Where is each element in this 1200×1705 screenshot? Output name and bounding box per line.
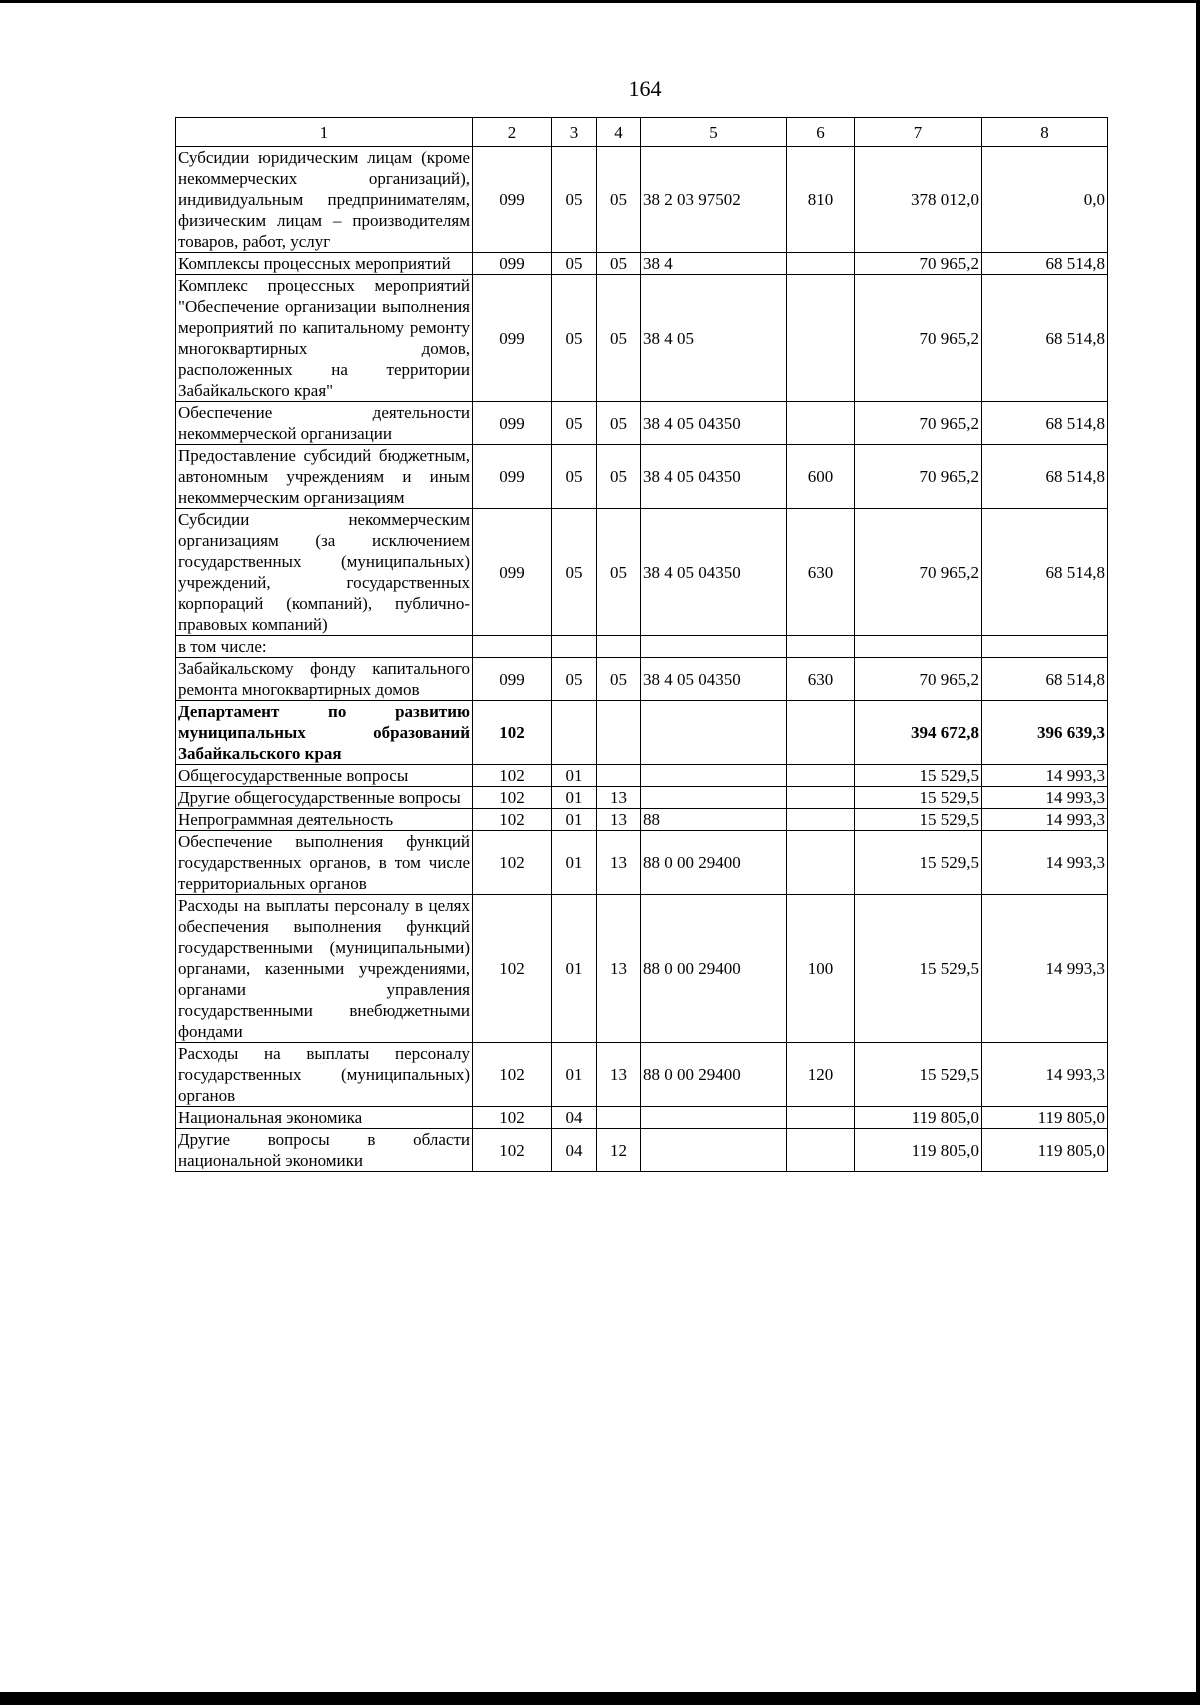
amount-col8-cell: 14 993,3 (982, 765, 1108, 787)
target-article-cell (641, 787, 787, 809)
table-row (176, 402, 1108, 445)
target-article-cell: 38 4 05 04350 (641, 658, 787, 701)
amount-col8-cell: 14 993,3 (982, 1043, 1108, 1107)
amount-col8-cell: 68 514,8 (982, 509, 1108, 636)
target-article-cell: 88 (641, 809, 787, 831)
target-article-cell: 38 4 05 (641, 275, 787, 402)
section-cell: 01 (552, 895, 597, 1043)
amount-col7-cell: 70 965,2 (855, 445, 982, 509)
row-name-cell: Субсидии некоммерческим организациям (за исключением государственных (муниципальных) учреждений, государственных корпораций (компаний), публично-правовых компаний) (176, 509, 473, 636)
ministry-code-cell: 102 (473, 831, 552, 895)
subsection-cell: 05 (597, 509, 641, 636)
expense-type-cell: 630 (787, 509, 855, 636)
section-cell: 05 (552, 509, 597, 636)
ministry-code-cell: 099 (473, 147, 552, 253)
row-name-cell: Обеспечение выполнения функций государственных органов, в том числе территориальных органов (176, 831, 473, 895)
ministry-code-cell: 102 (473, 1129, 552, 1172)
amount-col7-cell (855, 636, 982, 658)
amount-col7-cell: 119 805,0 (855, 1107, 982, 1129)
header-cell: 5 (641, 118, 787, 147)
row-name-cell: Комплексы процессных мероприятий (176, 253, 473, 275)
amount-col8-cell: 14 993,3 (982, 895, 1108, 1043)
header-cell: 6 (787, 118, 855, 147)
row-name-cell: Непрограммная деятельность (176, 809, 473, 831)
ministry-code-cell: 099 (473, 402, 552, 445)
row-name-cell: Комплекс процессных мероприятий "Обеспечение организации выполнения мероприятий по капитальному ремонту многоквартирных домов, расположенных на территории Забайкальского края" (176, 275, 473, 402)
page-number: 164 (628, 76, 662, 101)
subsection-cell: 13 (597, 1043, 641, 1107)
ministry-code-cell: 099 (473, 509, 552, 636)
table-row (176, 658, 1108, 701)
header-cell: 4 (597, 118, 641, 147)
target-article-cell (641, 636, 787, 658)
subsection-cell: 05 (597, 275, 641, 402)
subsection-cell: 05 (597, 402, 641, 445)
subsection-cell: 05 (597, 658, 641, 701)
section-cell: 01 (552, 831, 597, 895)
row-name-cell: Общегосударственные вопросы (176, 765, 473, 787)
target-article-cell: 88 0 00 29400 (641, 831, 787, 895)
section-cell: 05 (552, 445, 597, 509)
table-row (176, 1107, 1108, 1129)
ministry-code-cell (473, 636, 552, 658)
ministry-code-cell: 099 (473, 658, 552, 701)
budget-table (175, 117, 1108, 1172)
section-cell: 01 (552, 1043, 597, 1107)
expense-type-cell (787, 1129, 855, 1172)
target-article-cell: 38 4 05 04350 (641, 509, 787, 636)
row-name-cell: Департамент по развитию муниципальных образований Забайкальского края (176, 701, 473, 765)
section-cell: 05 (552, 658, 597, 701)
table-row (176, 1043, 1108, 1107)
table-row (176, 787, 1108, 809)
target-article-cell: 38 4 (641, 253, 787, 275)
expense-type-cell (787, 402, 855, 445)
subsection-cell: 13 (597, 809, 641, 831)
expense-type-cell (787, 275, 855, 402)
header-cell: 1 (176, 118, 473, 147)
row-name-cell: Национальная экономика (176, 1107, 473, 1129)
ministry-code-cell: 102 (473, 1043, 552, 1107)
header-cell: 7 (855, 118, 982, 147)
header-row (176, 118, 1108, 147)
table-row (176, 765, 1108, 787)
expense-type-cell (787, 831, 855, 895)
target-article-cell (641, 1107, 787, 1129)
table-row (176, 147, 1108, 253)
subsection-cell: 13 (597, 895, 641, 1043)
target-article-cell: 88 0 00 29400 (641, 1043, 787, 1107)
header-cell: 3 (552, 118, 597, 147)
expense-type-cell (787, 765, 855, 787)
amount-col7-cell: 15 529,5 (855, 831, 982, 895)
expense-type-cell: 600 (787, 445, 855, 509)
section-cell: 01 (552, 809, 597, 831)
ministry-code-cell: 099 (473, 275, 552, 402)
row-name-cell: Расходы на выплаты персоналу государственных (муниципальных) органов (176, 1043, 473, 1107)
section-cell: 05 (552, 253, 597, 275)
subsection-cell (597, 701, 641, 765)
table-row (176, 636, 1108, 658)
amount-col7-cell: 15 529,5 (855, 1043, 982, 1107)
expense-type-cell (787, 787, 855, 809)
target-article-cell: 38 4 05 04350 (641, 402, 787, 445)
expense-type-cell: 120 (787, 1043, 855, 1107)
row-name-cell: Обеспечение деятельности некоммерческой организации (176, 402, 473, 445)
amount-col8-cell: 14 993,3 (982, 787, 1108, 809)
subsection-cell: 13 (597, 787, 641, 809)
subsection-cell: 05 (597, 147, 641, 253)
ministry-code-cell: 099 (473, 445, 552, 509)
amount-col7-cell: 15 529,5 (855, 809, 982, 831)
subsection-cell: 13 (597, 831, 641, 895)
target-article-cell: 88 0 00 29400 (641, 895, 787, 1043)
section-cell: 01 (552, 765, 597, 787)
subsection-cell (597, 765, 641, 787)
row-name-cell: в том числе: (176, 636, 473, 658)
table-row (176, 1129, 1108, 1172)
subsection-cell (597, 636, 641, 658)
target-article-cell (641, 1129, 787, 1172)
ministry-code-cell: 102 (473, 765, 552, 787)
row-name-cell: Другие вопросы в области национальной экономики (176, 1129, 473, 1172)
ministry-code-cell: 102 (473, 701, 552, 765)
amount-col8-cell: 68 514,8 (982, 445, 1108, 509)
ministry-code-cell: 102 (473, 787, 552, 809)
amount-col8-cell: 68 514,8 (982, 275, 1108, 402)
amount-col8-cell: 0,0 (982, 147, 1108, 253)
expense-type-cell (787, 701, 855, 765)
section-cell: 01 (552, 787, 597, 809)
table-row (176, 509, 1108, 636)
table-row (176, 831, 1108, 895)
section-cell (552, 636, 597, 658)
amount-col7-cell: 70 965,2 (855, 253, 982, 275)
row-name-cell: Предоставление субсидий бюджетным, автономным учреждениям и иным некоммерческим организациям (176, 445, 473, 509)
section-cell: 05 (552, 275, 597, 402)
row-name-cell: Субсидии юридическим лицам (кроме некоммерческих организаций), индивидуальным предпринимателям, физическим лицам – производителям товаров, работ, услуг (176, 147, 473, 253)
amount-col8-cell: 119 805,0 (982, 1129, 1108, 1172)
section-cell: 05 (552, 402, 597, 445)
amount-col7-cell: 70 965,2 (855, 658, 982, 701)
subsection-cell (597, 1107, 641, 1129)
amount-col7-cell: 70 965,2 (855, 402, 982, 445)
expense-type-cell (787, 809, 855, 831)
amount-col7-cell: 15 529,5 (855, 895, 982, 1043)
section-cell (552, 701, 597, 765)
amount-col8-cell: 68 514,8 (982, 253, 1108, 275)
amount-col7-cell: 15 529,5 (855, 765, 982, 787)
header-cell: 8 (982, 118, 1108, 147)
table-row (176, 253, 1108, 275)
amount-col7-cell: 394 672,8 (855, 701, 982, 765)
scan-edge-top (0, 0, 1200, 3)
scan-edge-bottom (0, 1692, 1200, 1705)
subsection-cell: 12 (597, 1129, 641, 1172)
target-article-cell: 38 4 05 04350 (641, 445, 787, 509)
amount-col7-cell: 70 965,2 (855, 275, 982, 402)
ministry-code-cell: 099 (473, 253, 552, 275)
amount-col7-cell: 15 529,5 (855, 787, 982, 809)
table-row (176, 895, 1108, 1043)
amount-col8-cell: 68 514,8 (982, 658, 1108, 701)
header-cell: 2 (473, 118, 552, 147)
expense-type-cell: 100 (787, 895, 855, 1043)
expense-type-cell (787, 1107, 855, 1129)
target-article-cell (641, 701, 787, 765)
section-cell: 04 (552, 1129, 597, 1172)
section-cell: 05 (552, 147, 597, 253)
row-name-cell: Забайкальскому фонду капитального ремонта многоквартирных домов (176, 658, 473, 701)
target-article-cell (641, 765, 787, 787)
section-cell: 04 (552, 1107, 597, 1129)
ministry-code-cell: 102 (473, 809, 552, 831)
table-row-department (176, 701, 1108, 765)
target-article-cell: 38 2 03 97502 (641, 147, 787, 253)
amount-col8-cell: 68 514,8 (982, 402, 1108, 445)
row-name-cell: Другие общегосударственные вопросы (176, 787, 473, 809)
amount-col8-cell: 396 639,3 (982, 701, 1108, 765)
amount-col7-cell: 378 012,0 (855, 147, 982, 253)
amount-col7-cell: 70 965,2 (855, 509, 982, 636)
scan-edge-right (1196, 0, 1200, 1705)
row-name-cell: Расходы на выплаты персоналу в целях обеспечения выполнения функций государственными (муниципальными) органами, казенными учреждениями, органами управления государственными внебюджетными фондами (176, 895, 473, 1043)
expense-type-cell (787, 253, 855, 275)
table-row (176, 809, 1108, 831)
amount-col7-cell: 119 805,0 (855, 1129, 982, 1172)
ministry-code-cell: 102 (473, 1107, 552, 1129)
amount-col8-cell: 14 993,3 (982, 809, 1108, 831)
subsection-cell: 05 (597, 445, 641, 509)
expense-type-cell (787, 636, 855, 658)
ministry-code-cell: 102 (473, 895, 552, 1043)
amount-col8-cell (982, 636, 1108, 658)
table-row (176, 275, 1108, 402)
amount-col8-cell: 14 993,3 (982, 831, 1108, 895)
subsection-cell: 05 (597, 253, 641, 275)
expense-type-cell: 810 (787, 147, 855, 253)
amount-col8-cell: 119 805,0 (982, 1107, 1108, 1129)
expense-type-cell: 630 (787, 658, 855, 701)
table-row (176, 445, 1108, 509)
